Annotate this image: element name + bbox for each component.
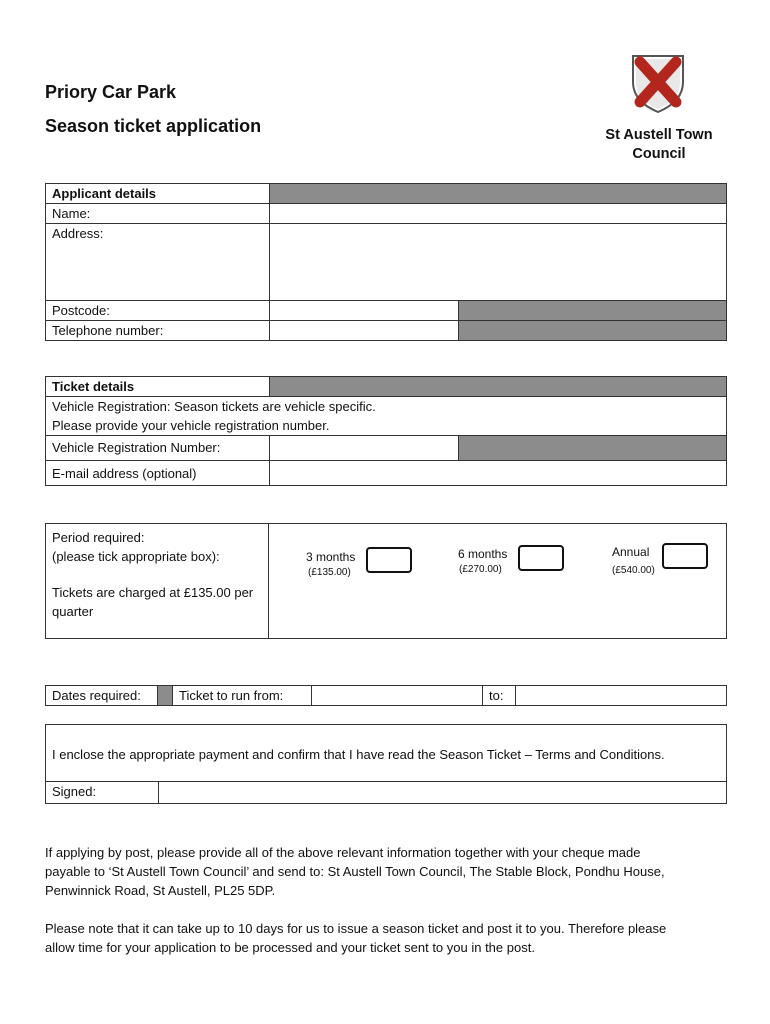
vehicle-reg-fill bbox=[459, 436, 727, 461]
email-field[interactable] bbox=[270, 461, 727, 486]
period-label bbox=[52, 528, 220, 566]
period-box bbox=[45, 523, 727, 639]
option-3-months-checkbox[interactable] bbox=[366, 547, 412, 573]
option-annual-price: (£540.00) bbox=[612, 565, 655, 576]
dates-label: Dates required: bbox=[46, 686, 158, 706]
declaration-text: I enclose the appropriate payment and confirm that I have read the Season Ticket – Terms and Conditions. bbox=[46, 725, 727, 782]
postcode-label: Postcode: bbox=[46, 301, 270, 321]
telephone-label: Telephone number: bbox=[46, 321, 270, 341]
period-charge-note bbox=[52, 583, 253, 621]
email-label: E-mail address (optional) bbox=[46, 461, 270, 486]
option-6-months-checkbox[interactable] bbox=[518, 545, 564, 571]
ticket-from-field[interactable] bbox=[312, 686, 483, 706]
option-3-months-price: (£135.00) bbox=[308, 567, 351, 578]
ticket-heading-fill bbox=[270, 377, 727, 397]
applicant-heading: Applicant details bbox=[46, 184, 270, 204]
address-label: Address: bbox=[46, 224, 270, 301]
postcode-fill bbox=[459, 301, 727, 321]
option-3-months-label: 3 months bbox=[306, 550, 356, 564]
declaration-table bbox=[45, 724, 727, 804]
name-label: Name: bbox=[46, 204, 270, 224]
applicant-details-table bbox=[45, 183, 727, 341]
applicant-heading-fill bbox=[270, 184, 727, 204]
council-name-line2: Council bbox=[632, 146, 686, 162]
vehicle-note-line1: Vehicle Registration: Season tickets are vehicle specific. bbox=[52, 399, 376, 414]
postal-instructions bbox=[45, 843, 725, 900]
postcode-field[interactable] bbox=[270, 301, 459, 321]
vehicle-reg-label: Vehicle Registration Number: bbox=[46, 436, 270, 461]
charge-note-line2: quarter bbox=[52, 604, 94, 619]
council-name bbox=[590, 126, 728, 164]
ticket-heading: Ticket details bbox=[46, 377, 270, 397]
postal-line3: Penwinnick Road, St Austell, PL25 5DP. bbox=[45, 883, 276, 898]
signed-label: Signed: bbox=[46, 782, 159, 804]
telephone-field[interactable] bbox=[270, 321, 459, 341]
signature-field[interactable] bbox=[159, 782, 727, 804]
shield-crest-icon bbox=[630, 52, 686, 114]
option-annual-label: Annual bbox=[612, 545, 650, 559]
note-line2: allow time for your application to be processed and your ticket sent to you in the post. bbox=[45, 940, 535, 955]
period-label-line2: (please tick appropriate box): bbox=[52, 549, 220, 564]
ticket-details-table bbox=[45, 376, 727, 486]
ticket-to-field[interactable] bbox=[516, 686, 727, 706]
period-label-line1: Period required: bbox=[52, 530, 145, 545]
note-line1: Please note that it can take up to 10 days for us to issue a season ticket and post it to you. Therefore please bbox=[45, 921, 667, 936]
charge-note-line1: Tickets are charged at £135.00 per bbox=[52, 585, 254, 600]
vehicle-note bbox=[46, 397, 727, 436]
vehicle-note-line2: Please provide your vehicle registration number. bbox=[52, 418, 330, 433]
ticket-from-label: Ticket to run from: bbox=[173, 686, 312, 706]
option-6-months-price: (£270.00) bbox=[459, 564, 502, 575]
option-6-months-label: 6 months bbox=[458, 547, 508, 561]
dates-fill bbox=[158, 686, 173, 706]
name-field[interactable] bbox=[270, 204, 727, 224]
page-subtitle: Season ticket application bbox=[45, 116, 262, 136]
ticket-to-label: to: bbox=[483, 686, 516, 706]
address-field[interactable] bbox=[270, 224, 727, 301]
council-name-line1: St Austell Town bbox=[605, 127, 713, 143]
option-annual-checkbox[interactable] bbox=[662, 543, 708, 569]
postal-line2: payable to ‘St Austell Town Council’ and send to: St Austell Town Council, The Stable Block, Pondhu House, bbox=[45, 864, 665, 879]
period-divider bbox=[268, 524, 269, 638]
processing-note bbox=[45, 919, 725, 957]
dates-table bbox=[45, 685, 727, 706]
postal-line1: If applying by post, please provide all of the above relevant information together with your cheque made bbox=[45, 845, 641, 860]
vehicle-reg-field[interactable] bbox=[270, 436, 459, 461]
page-title: Priory Car Park bbox=[45, 82, 177, 102]
telephone-fill bbox=[459, 321, 727, 341]
